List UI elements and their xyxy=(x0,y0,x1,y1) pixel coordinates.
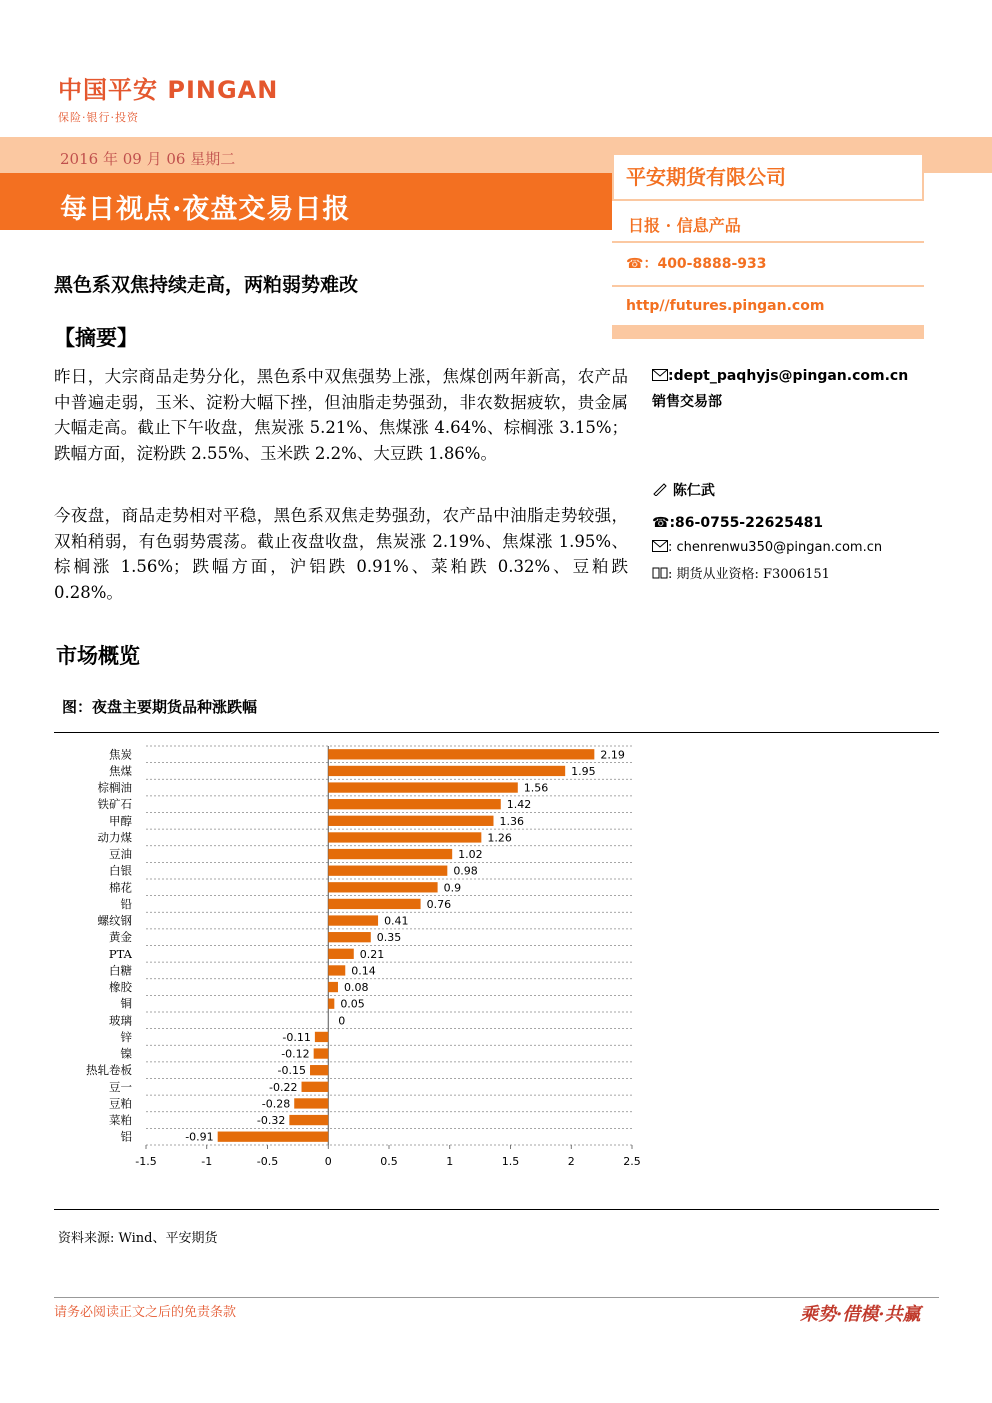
data-label: -0.91 xyxy=(185,1130,214,1144)
x-tick-label: -1.5 xyxy=(135,1155,157,1168)
category-label: 镍 xyxy=(120,1046,132,1061)
bar xyxy=(328,882,437,892)
disclaimer-note[interactable]: 请务必阅读正文之后的免责条款 xyxy=(54,1305,237,1320)
license-number: : 期货从业资格: F3006151 xyxy=(668,567,830,582)
bar xyxy=(328,932,371,942)
figure-bottom-rule xyxy=(54,1209,939,1210)
bar xyxy=(328,899,420,909)
x-tick-label: -1 xyxy=(201,1155,213,1168)
category-label: 豆粕 xyxy=(109,1096,132,1111)
category-label: 橡胶 xyxy=(109,980,132,995)
bar xyxy=(218,1132,329,1142)
bar xyxy=(314,1048,329,1058)
data-label: 1.36 xyxy=(499,814,524,828)
phone-icon: ☎ xyxy=(652,515,670,531)
category-label: 玻璃 xyxy=(109,1013,132,1028)
data-label: 0.35 xyxy=(376,931,402,945)
category-label: 铝 xyxy=(120,1129,132,1144)
abstract-paragraph-1: 昨日，大宗商品走势分化，黑色系中双焦强势上涨，焦煤创两年新高，农产品中普遍走弱，玉米、淀粉大幅下挫，但油脂走势强劲，非农数据疲软，贵金属大幅走高。截止下午收盘，焦炭涨 5.21%、焦煤涨 4.64%、棕榈涨 3.15%；跌幅方面，淀粉跌 2.55%、玉米跌 2.2%、大豆跌 1.86%。 xyxy=(54,367,628,463)
x-tick-label: 0 xyxy=(324,1155,332,1168)
category-label: 焦炭 xyxy=(109,747,132,762)
data-label: 1.95 xyxy=(571,764,596,778)
figure-title: 图：夜盘主要期货品种涨跌幅 xyxy=(62,698,258,716)
category-label: 豆油 xyxy=(109,847,132,862)
data-label: 0.14 xyxy=(351,964,376,978)
data-label: 0 xyxy=(338,1014,346,1028)
report-title: 每日视点·夜盘交易日报 xyxy=(60,194,351,225)
category-label: 黄金 xyxy=(109,930,132,945)
company-name: 平安期货有限公司 xyxy=(626,165,786,189)
bar xyxy=(328,982,338,992)
dept-email: :dept_paqhyjs@pingan.com.cn xyxy=(668,368,909,384)
bar xyxy=(328,965,345,975)
bar xyxy=(328,749,594,759)
data-label: 0.05 xyxy=(340,997,365,1011)
logo-tagline: 保险·银行·投资 xyxy=(58,111,139,124)
footer-rule xyxy=(54,1297,939,1298)
category-label: 热轧卷板 xyxy=(86,1063,132,1078)
x-tick-label: 1.5 xyxy=(501,1155,520,1168)
data-label: -0.32 xyxy=(256,1114,286,1128)
category-label: 锌 xyxy=(120,1029,132,1044)
logo-text: 中国平安 PINGAN xyxy=(58,76,279,104)
doc-type: 日报 · 信息产品 xyxy=(628,216,741,235)
bar xyxy=(315,1032,328,1042)
bar xyxy=(328,999,334,1009)
bar xyxy=(302,1082,329,1092)
category-label: 铅 xyxy=(120,896,132,911)
data-label: 0.98 xyxy=(453,864,478,878)
x-tick-label: 0.5 xyxy=(380,1155,398,1168)
abstract-heading: 【摘要】 xyxy=(54,325,138,350)
data-label: -0.28 xyxy=(261,1097,291,1111)
analyst-phone: :86-0755-22625481 xyxy=(669,515,824,531)
category-label: 动力煤 xyxy=(97,830,132,845)
x-tick-label: 2 xyxy=(567,1155,575,1168)
bar xyxy=(294,1098,328,1108)
category-label: PTA xyxy=(108,946,132,961)
bar xyxy=(310,1065,328,1075)
x-tick-label: 1 xyxy=(446,1155,454,1168)
bar xyxy=(289,1115,328,1125)
bar xyxy=(328,782,518,792)
category-label: 甲醇 xyxy=(109,813,132,828)
data-label: 0.41 xyxy=(384,914,409,928)
data-label: 0.9 xyxy=(443,881,462,895)
data-label: 2.19 xyxy=(600,748,625,762)
data-label: -0.12 xyxy=(281,1047,310,1061)
bar xyxy=(328,915,378,925)
data-label: 1.56 xyxy=(523,781,549,795)
data-label: 1.26 xyxy=(487,831,512,845)
category-label: 铜 xyxy=(120,996,132,1011)
bar xyxy=(328,849,452,859)
bar xyxy=(328,949,354,959)
report-date: 2016 年 09 月 06 星期二 xyxy=(60,150,236,168)
abstract-paragraph-2: 今夜盘，商品走势相对平稳，黑色系双焦走势强劲，农产品中油脂走势较强，双粕稍弱，有色弱势震荡。截止夜盘收盘，焦炭涨 2.19%、焦煤涨 1.95%、棕榈涨 1.56%；跌幅方面，沪铝跌 0.91%、菜粕跌 0.32%、豆粕跌 0.28%。 xyxy=(54,506,628,602)
category-label: 铁矿石 xyxy=(97,797,132,812)
bar xyxy=(328,866,447,876)
category-label: 白银 xyxy=(109,863,132,878)
data-label: -0.22 xyxy=(269,1080,298,1094)
category-label: 螺纹钢 xyxy=(97,913,132,928)
data-label: -0.15 xyxy=(277,1064,307,1078)
category-label: 棉花 xyxy=(109,880,132,895)
data-label: -0.11 xyxy=(282,1030,311,1044)
website-link[interactable]: http//futures.pingan.com xyxy=(626,298,825,314)
data-label: 1.02 xyxy=(458,848,483,862)
x-tick-label: -0.5 xyxy=(256,1155,279,1168)
data-label: 0.08 xyxy=(343,981,369,995)
data-label: 0.21 xyxy=(359,947,385,961)
category-label: 棕榈油 xyxy=(97,780,132,795)
section-title: 市场概览 xyxy=(56,643,140,668)
bar xyxy=(328,766,565,776)
slogan: 乘势·借模·共赢 xyxy=(800,1304,921,1325)
bar xyxy=(328,832,481,842)
analyst-email: : chenrenwu350@pingan.com.cn xyxy=(668,540,883,555)
phone-icon: ☎ xyxy=(626,256,644,272)
hotline-number: ：400-8888-933 xyxy=(643,256,767,272)
x-tick-label: 2.5 xyxy=(623,1155,641,1168)
bar xyxy=(328,799,501,809)
category-label: 白糖 xyxy=(109,963,132,978)
category-label: 焦煤 xyxy=(109,763,132,778)
dept-name: 销售交易部 xyxy=(652,394,722,410)
data-label: 1.42 xyxy=(506,798,532,812)
analyst-name: 陈仁武 xyxy=(672,483,715,499)
headline: 黑色系双焦持续走高，两粕弱势难改 xyxy=(54,274,359,296)
category-label: 菜粕 xyxy=(109,1113,132,1128)
data-source: 资料来源: Wind、平安期货 xyxy=(58,1231,218,1246)
data-label: 0.76 xyxy=(426,897,452,911)
category-label: 豆一 xyxy=(109,1079,132,1094)
bar xyxy=(328,816,493,826)
